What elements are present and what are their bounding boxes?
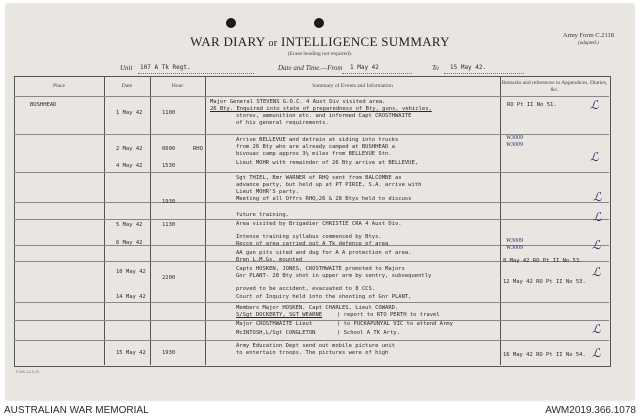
- hour-cell: 1100: [162, 110, 176, 116]
- summary-line: Lieut MOHR'S party.: [236, 189, 299, 195]
- date-cell: 2 May 42: [116, 146, 143, 152]
- date-cell: 1 May 42: [116, 110, 143, 116]
- remark-cell: 12 May 42 RO Pt II No 53.: [503, 279, 586, 285]
- remark-cell: RO Pt II No 51.: [507, 102, 557, 108]
- unit-label: Unit: [120, 64, 133, 72]
- summary-line: Members Major HOSKEN, Capt CHARLES, Lieut COWARD.: [236, 305, 399, 311]
- punch-hole-right: [314, 18, 324, 28]
- punch-hole-left: [226, 18, 236, 28]
- date-cell: 6 May 42: [116, 240, 143, 246]
- to-label: To: [432, 64, 439, 72]
- handwritten-note: W3009: [506, 135, 523, 141]
- header-place: Place: [53, 83, 65, 89]
- initials-mark: ℒ: [590, 98, 599, 112]
- date-label: Date and Time.—From: [278, 64, 343, 72]
- summary-line: Bren L.M.Gs. mounted: [236, 257, 303, 263]
- initials-mark: ℒ: [593, 190, 602, 204]
- date-from: 1 May 42: [350, 64, 379, 71]
- date-to: 15 May 42.: [450, 64, 487, 71]
- initials-mark: ℒ: [593, 210, 602, 224]
- ref-note: RHQ: [193, 146, 203, 152]
- date-cell: 5 May 42: [116, 222, 143, 228]
- summary-line: Major CROSTHWAITE Lieut: [236, 321, 313, 327]
- initials-mark: ℒ: [592, 238, 601, 252]
- summary-line: Sgt THIEL, Bmr WARNER of RHQ sent from BALCOMBE as: [236, 175, 402, 181]
- summary-line: ) School A TK Arty.: [337, 330, 400, 336]
- summary-line: from 26 Bty who are already camped at BUSHHEAD a: [236, 144, 395, 150]
- hour-cell: 2200: [162, 275, 176, 281]
- summary-line: Arrive BELLEVUE and detrain at siding into trucks: [236, 137, 399, 143]
- header-summary: Summary of Events and Information: [312, 83, 393, 89]
- remark-cell: 8 May 42 RO Pt II No 53.: [503, 258, 583, 264]
- date-cell: 4 May 42: [116, 163, 143, 169]
- remark-cell: 16 May 42 RO Pt II No 54.: [503, 352, 586, 358]
- summary-line: Capts HOSKEN, JONES, CROSTHWAITE promoted to Majors: [236, 266, 405, 272]
- summary-line: stores, ammunition etc. and informed Capt CROSTHWAITE: [236, 113, 412, 119]
- header-remarks: Remarks and references to Appendices, Diaries, &c.: [501, 80, 608, 93]
- hour-cell: 1930: [162, 350, 176, 356]
- summary-line: AA gun pits sited and dug for A A protection of area.: [236, 250, 412, 256]
- summary-line: future training.: [236, 212, 289, 218]
- hour-cell: 1130: [162, 222, 176, 228]
- date-cell: 15 May 42: [116, 350, 146, 356]
- form-identifier: Army Form C.2118 (adapted.): [562, 32, 614, 46]
- initials-mark: ℒ: [592, 346, 601, 360]
- handwritten-note: W3009: [506, 142, 523, 148]
- handwritten-note: W3009: [506, 238, 523, 244]
- initials-mark: ℒ: [592, 322, 601, 336]
- summary-line: Gnr PLANT- 28 Bty shot in upper arm by sentry, subsequently: [236, 273, 432, 279]
- summary-line: ) to PUCKAPUNYAL VIC to attend Army: [337, 321, 453, 327]
- summary-line: McINTOSH,L/Sgt CONGLETON: [236, 330, 316, 336]
- unit-value: 107 A Tk Regt.: [140, 64, 191, 71]
- header-hour: Hour: [171, 83, 184, 89]
- footer-accession: AWM2019.366.1078: [545, 405, 636, 416]
- hour-cell: 0600: [162, 146, 176, 152]
- summary-line: of his general requirements.: [236, 120, 329, 126]
- summary-line: Recce of area carried out A Tk defence of area: [236, 241, 389, 247]
- summary-line: Area visited by Brigadier CHRISTIE CRA 4 Aust Div.: [236, 221, 402, 227]
- footer-source: AUSTRALIAN WAR MEMORIAL: [4, 405, 149, 416]
- summary-line: proved to be accident, evacuated to 8 CCS.: [236, 286, 376, 292]
- page-title: WAR DIARY or INTELLIGENCE SUMMARY: [190, 34, 450, 49]
- initials-mark: ℒ: [590, 150, 599, 164]
- header-date: Date: [121, 83, 133, 89]
- summary-line: bivouac camp approx 3½ miles from BELLEVUE Stn.: [236, 151, 392, 157]
- summary-line: Major General STEVENS G.O.C. 4 Aust Div visited area.: [210, 99, 386, 105]
- summary-line: S/Sgt DOCKERTY, SGT WEARNE: [236, 312, 323, 318]
- print-code: P.365–12-5-43: [16, 370, 39, 374]
- summary-line: 26 Bty. Enquired into state of preparedness of Bty, guns, vehicles,: [210, 106, 432, 112]
- summary-line: Lieut MOHR with remainder of 26 Bty arrive at BELLEVUE,: [236, 160, 419, 166]
- date-cell: 14 May 42: [116, 294, 146, 300]
- summary-line: Court of Inquiry held into the shooting of Gnr PLANT,: [236, 294, 412, 300]
- handwritten-note: W3009: [506, 245, 523, 251]
- summary-line: Meeting of all Offrs RHQ,26 & 28 Btys held to discuss: [236, 196, 412, 202]
- page-subtitle: (Erase heading not required).: [287, 51, 353, 57]
- place-cell: BUSHHEAD: [30, 102, 57, 108]
- hour-cell: 1530: [162, 163, 176, 169]
- summary-line: to entertain troops. The pictures were of high: [236, 350, 389, 356]
- summary-line: Intense training syllabus commenced by Btys.: [236, 234, 382, 240]
- hour-cell: 1930: [162, 199, 176, 205]
- summary-line: Army Education Dept send out mobile picture unit: [236, 343, 395, 349]
- summary-line: advance party, but held up at PT PIRIE, S.A. arrive with: [236, 182, 422, 188]
- unit-date-line: [120, 64, 600, 74]
- summary-line: ) report to RTO PERTH to travel: [337, 312, 440, 318]
- initials-mark: ℒ: [592, 265, 601, 279]
- date-cell: 10 May 42: [116, 269, 146, 275]
